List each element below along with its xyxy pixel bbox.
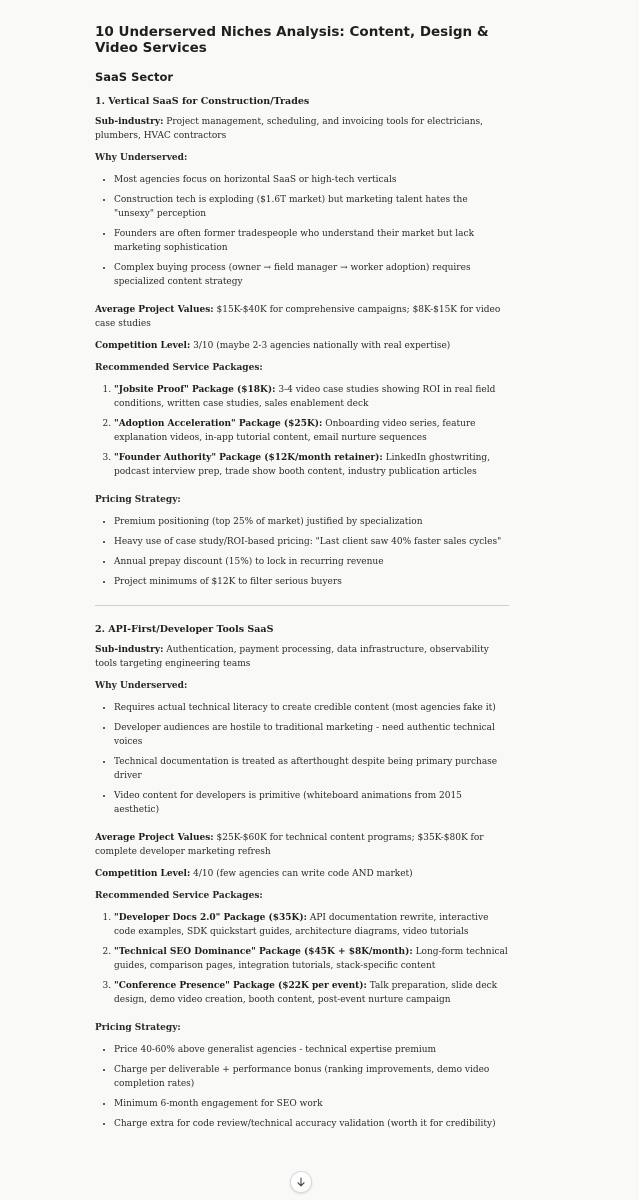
section-divider — [95, 605, 509, 606]
packages-list — [95, 911, 509, 1007]
list-item: • Complex buying process (owner → field manager → worker adoption) requires specialized content strategy — [114, 261, 509, 289]
list-item: • Technical documentation is treated as afterthought despite being primary purchase driver — [114, 755, 509, 783]
competition-level: Competition Level: 4/10 (few agencies can write code AND market) — [95, 869, 413, 879]
scroll-to-bottom-button[interactable] — [290, 1171, 312, 1193]
list-item: • Video content for developers is primitive (whiteboard animations from 2015 aesthetic) — [114, 789, 509, 817]
list-item: • Minimum 6-month engagement for SEO work — [114, 1097, 509, 1111]
list-item: • Charge extra for code review/technical accuracy validation (worth it for credibility) — [114, 1117, 509, 1131]
packages-label: Recommended Service Packages: — [95, 891, 263, 901]
list-item: • Founders are often former tradespeople who understand their market but lack marketing sophistication — [114, 227, 509, 255]
niche-section-1 — [95, 96, 509, 589]
page-title: 10 Underserved Niches Analysis: Content, Design & Video Services — [95, 24, 489, 56]
pricing-strategy-list — [95, 515, 509, 589]
list-item: • Price 40-60% above generalist agencies - technical expertise premium — [114, 1043, 509, 1057]
packages-label: Recommended Service Packages: — [95, 363, 263, 373]
why-underserved-label: Why Underserved: — [95, 681, 188, 691]
package-item: 3. "Founder Authority" Package ($12K/month retainer): LinkedIn ghostwriting, podcast interview prep, trade show booth content, industry publication articles — [114, 451, 509, 479]
list-item: • Heavy use of case study/ROI-based pricing: "Last client saw 40% faster sales cycles" — [114, 535, 509, 549]
package-item: 3. "Conference Presence" Package ($22K per event): Talk preparation, slide deck design, demo video creation, booth content, post-event nurture campaign — [114, 979, 509, 1007]
average-project-values: Average Project Values: $25K-$60K for technical content programs; $35K-$80K for complete developer marketing refresh — [95, 833, 484, 857]
average-project-values: Average Project Values: $15K-$40K for comprehensive campaigns; $8K-$15K for video case studies — [95, 305, 501, 329]
list-item: • Most agencies focus on horizontal SaaS or high-tech verticals — [114, 173, 509, 187]
package-item: 2. "Adoption Acceleration" Package ($25K): Onboarding video series, feature explanation videos, in-app tutorial content, email nurture sequences — [114, 417, 509, 445]
list-item: • Charge per deliverable + performance bonus (ranking improvements, demo video completion rates) — [114, 1063, 509, 1091]
package-item: 1. "Jobsite Proof" Package ($18K): 3-4 video case studies showing ROI in real field conditions, written case studies, sales enablement deck — [114, 383, 509, 411]
list-item: • Construction tech is exploding ($1.6T market) but marketing talent hates the "unsexy" perception — [114, 193, 509, 221]
pricing-strategy-label: Pricing Strategy: — [95, 1023, 181, 1033]
arrow-down-icon — [296, 1177, 306, 1187]
niche-heading: 1. Vertical SaaS for Construction/Trades — [95, 96, 310, 107]
competition-level: Competition Level: 3/10 (maybe 2-3 agencies nationally with real expertise) — [95, 341, 451, 351]
niche-heading: 2. API-First/Developer Tools SaaS — [95, 624, 274, 635]
pricing-strategy-list — [95, 1043, 509, 1131]
why-underserved-list — [95, 701, 509, 817]
sector-heading: SaaS Sector — [95, 70, 174, 84]
package-item: 2. "Technical SEO Dominance" Package ($45K + $8K/month): Long-form technical guides, comparison pages, integration tutorials, stack-specific content — [114, 945, 509, 973]
sub-industry: Sub-industry: Project management, scheduling, and invoicing tools for electricians, plumbers, HVAC contractors — [95, 117, 484, 141]
list-item: • Annual prepay discount (15%) to lock in recurring revenue — [114, 555, 509, 569]
niche-section-2 — [95, 624, 509, 1131]
list-item: • Premium positioning (top 25% of market) justified by specialization — [114, 515, 509, 529]
list-item: • Requires actual technical literacy to create credible content (most agencies fake it) — [114, 701, 509, 715]
list-item: • Developer audiences are hostile to traditional marketing - need authentic technical voices — [114, 721, 509, 749]
list-item: • Project minimums of $12K to filter serious buyers — [114, 575, 509, 589]
why-underserved-list — [95, 173, 509, 289]
document — [95, 24, 509, 1145]
pricing-strategy-label: Pricing Strategy: — [95, 495, 181, 505]
why-underserved-label: Why Underserved: — [95, 153, 188, 163]
packages-list — [95, 383, 509, 479]
sub-industry: Sub-industry: Authentication, payment processing, data infrastructure, observability tools targeting engineering teams — [95, 645, 489, 669]
package-item: 1. "Developer Docs 2.0" Package ($35K): API documentation rewrite, interactive code examples, SDK quickstart guides, architecture diagrams, video tutorials — [114, 911, 509, 939]
